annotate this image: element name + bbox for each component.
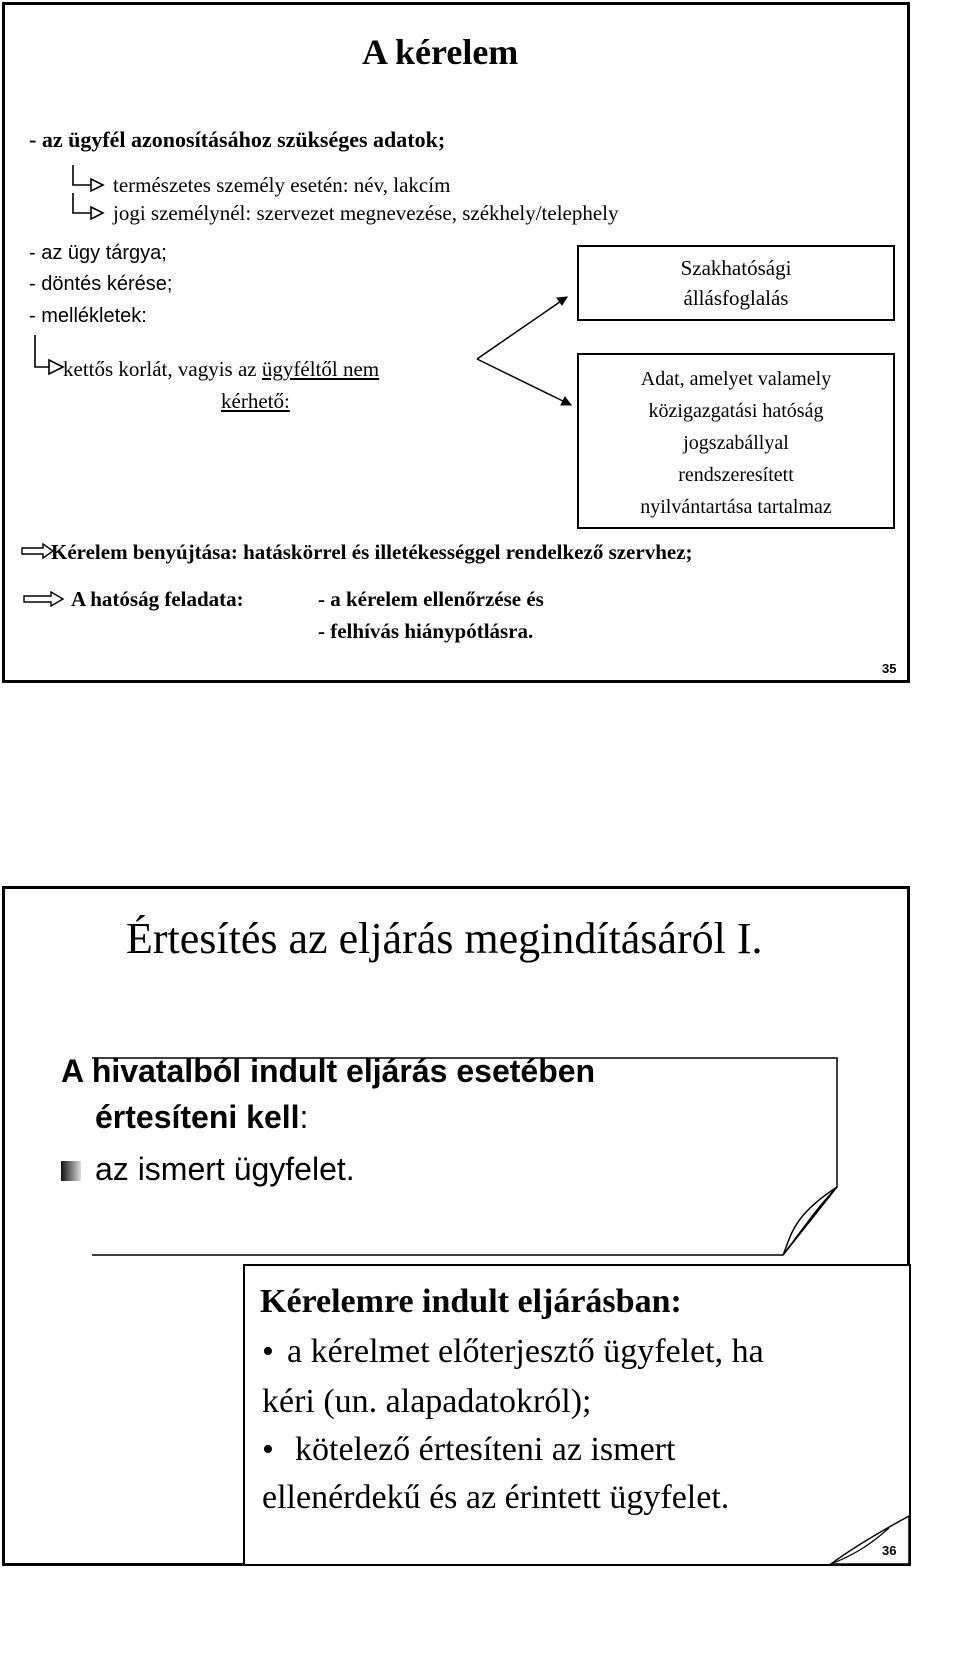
branch-arrows [5, 5, 913, 686]
item-attachments: - mellékletek: [29, 305, 147, 327]
square-bullet-icon [61, 1161, 81, 1181]
expert-opinion-line1: Szakhatósági [680, 256, 792, 280]
registry-data-line1: Adat, amelyet valamely [640, 368, 832, 390]
slide-title: Értesítés az eljárás megindításáról I. [126, 914, 763, 963]
double-limit-part1: kettős korlát, vagyis az [63, 357, 262, 381]
registry-data-line4: rendszeresített [678, 464, 794, 486]
request-item2-line2: ellenérdekű és az érintett ügyfelet. [262, 1479, 730, 1516]
request-heading: Kérelemre indult eljárásban: [260, 1283, 682, 1320]
request-item2-bullet: • [262, 1431, 274, 1468]
authority-task-2: - felhívás hiánypótlásra. [318, 619, 534, 643]
page-number: 36 [882, 1543, 897, 1558]
ex-officio-line1: A hivatalból indult eljárás esetében [61, 1053, 596, 1089]
item-id-data: - az ügyfél azonosításához szükséges adatok; [29, 127, 446, 152]
right-arrow-icon [23, 591, 65, 607]
page-number: 35 [882, 661, 897, 676]
double-limit-part3: kérhető: [221, 389, 290, 413]
slide-35 [2, 2, 910, 683]
request-item1-line2: kéri (un. alapadatokról); [262, 1383, 592, 1420]
ex-officio-item: az ismert ügyfelet. [95, 1151, 355, 1187]
request-item1-line1: a kérelmet előterjesztő ügyfelet, ha [287, 1333, 764, 1370]
registry-data-line3: jogszabállyal [683, 432, 789, 454]
slide-title: A kérelem [362, 32, 519, 72]
registry-data-box [577, 353, 895, 529]
right-arrow-icon [21, 543, 55, 559]
request-box-fold [831, 1514, 911, 1566]
registry-data-line5: nyilvántartása tartalmaz [640, 496, 832, 518]
notify-colon: : [299, 1099, 309, 1135]
ex-officio-line2 [95, 1099, 308, 1136]
authority-task-label: A hatóság feladata: [71, 587, 244, 611]
expert-opinion-box [577, 245, 895, 321]
sub-natural-person: természetes személy esetén: név, lakcím [113, 173, 451, 197]
request-item2-line1: kötelező értesíteni az ismert [295, 1431, 676, 1468]
notify-required: értesíteni kell [95, 1099, 300, 1135]
registry-data-line2: közigazgatási hatóság [648, 400, 824, 422]
submission-text: Kérelem benyújtása: hatáskörrel és illetékességgel rendelkező szervhez; [51, 540, 693, 564]
expert-opinion-line2: állásfoglalás [683, 286, 789, 310]
sub-legal-person: jogi személynél: szervezet megnevezése, székhely/telephely [113, 201, 619, 225]
request-item1-bullet: • [262, 1333, 274, 1370]
item-subject: - az ügy tárgya; [29, 242, 167, 264]
slide-36 [2, 886, 910, 1566]
double-limit-part2: ügyféltől nem [261, 357, 380, 381]
item-decision: - döntés kérése; [29, 273, 173, 295]
authority-task-1: - a kérelem ellenőrzése és [318, 587, 544, 611]
